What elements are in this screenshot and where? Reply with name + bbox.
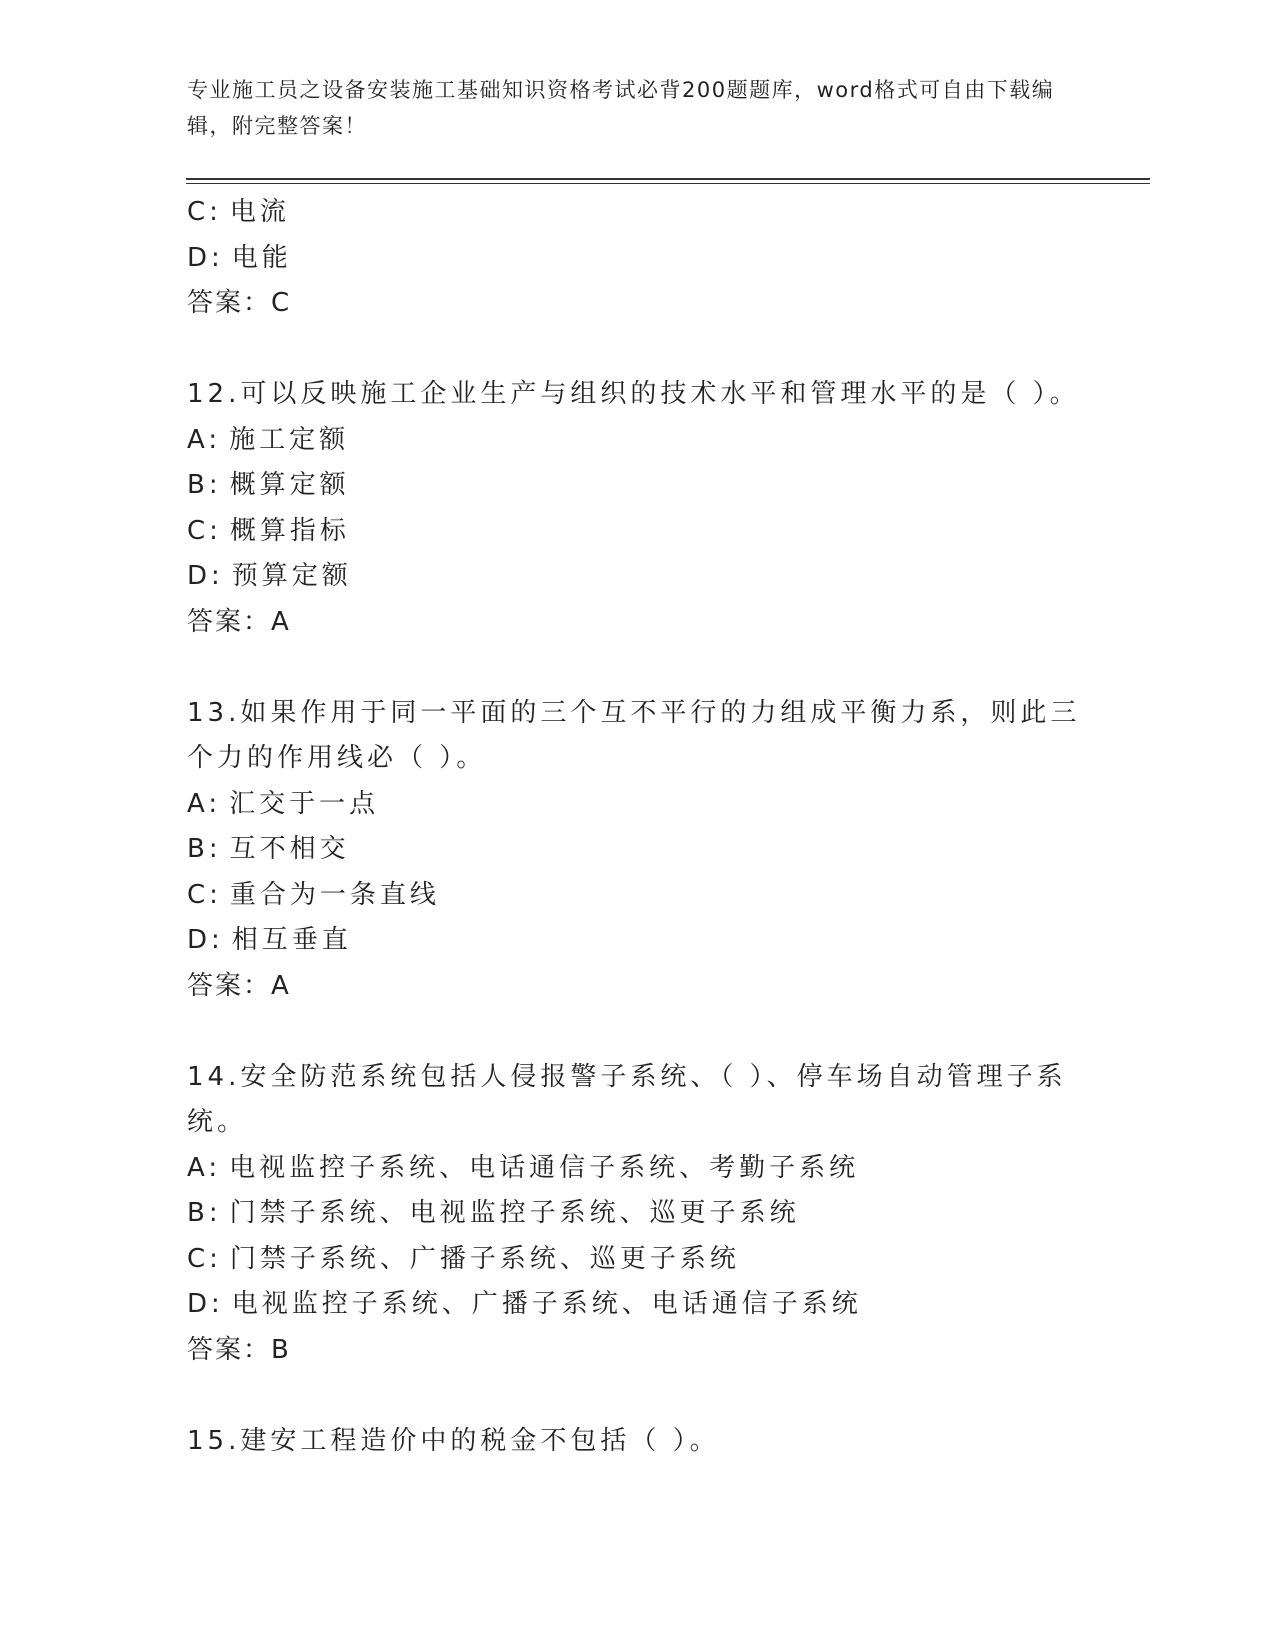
answer-line: 答案：C (187, 288, 292, 318)
document-header: 专业施工员之设备安装施工基础知识资格考试必背200题题库，word格式可自由下载编辑，附完整答案！ (187, 78, 1055, 138)
option-c: C: 概算指标 (187, 515, 350, 546)
option-c: C: 门禁子系统、广播子系统、巡更子系统 (187, 1243, 740, 1274)
question-title: 12.可以反映施工企业生产与组织的技术水平和管理水平的是（ ）。 (187, 379, 1080, 409)
option-d: D: 相互垂直 (187, 925, 352, 955)
option-d: D: 预算定额 (187, 561, 352, 591)
option-a: A: 电视监控子系统、电话通信子系统、考勤子系统 (187, 1152, 860, 1183)
option-a: A: 汇交于一点 (187, 788, 380, 819)
answer-line: 答案：B (187, 1334, 291, 1365)
option-b: B: 门禁子系统、电视监控子系统、巡更子系统 (187, 1198, 800, 1228)
header-rule-thick (186, 178, 1150, 180)
option-b: B: 概算定额 (187, 470, 350, 500)
option-c: C: 重合为一条直线 (187, 879, 440, 910)
question-13 (187, 691, 1087, 1010)
question-title: 14.安全防范系统包括人侵报警子系统、（ ）、停车场自动管理子系统。 (187, 1061, 1067, 1137)
option-b: B: 互不相交 (187, 834, 350, 864)
option-d: D: 电视监控子系统、广播子系统、电话通信子系统 (187, 1289, 862, 1319)
answer-line: 答案：A (187, 606, 291, 637)
question-14 (187, 1055, 1087, 1374)
option-d: D: 电能 (187, 242, 292, 273)
question-15 (187, 1419, 1087, 1465)
header-rule-thin (186, 183, 1150, 184)
question-title: 13.如果作用于同一平面的三个互不平行的力组成平衡力系，则此三个力的作用线必（ ）。 (187, 697, 1081, 773)
question-12 (187, 372, 1087, 645)
answer-line: 答案：A (187, 970, 291, 1001)
option-c: C: 电流 (187, 197, 290, 227)
prev-question (187, 190, 1087, 327)
question-list (187, 190, 1087, 1464)
question-title: 15.建安工程造价中的税金不包括（ ）。 (187, 1425, 720, 1456)
option-a: A: 施工定额 (187, 424, 350, 455)
